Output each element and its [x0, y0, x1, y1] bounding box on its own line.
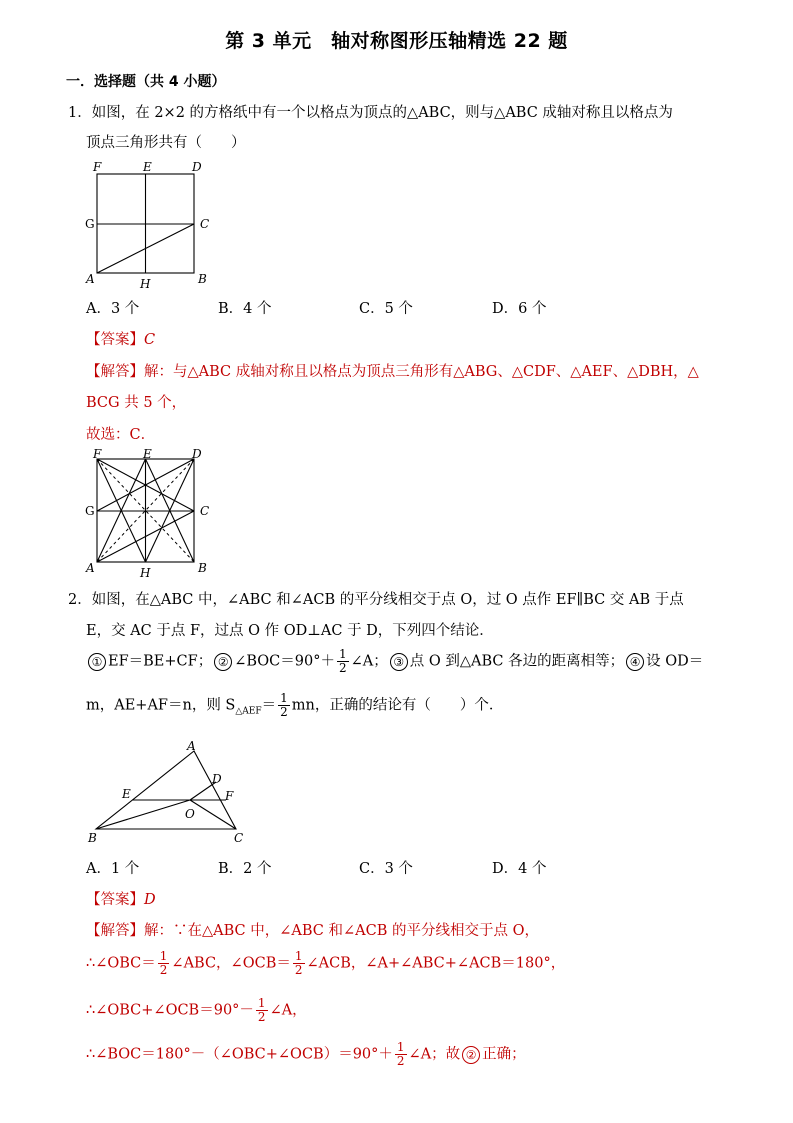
q2-sol4-c: 正确； [482, 1046, 526, 1063]
q2-label-B: B [88, 831, 97, 845]
q1-answer [86, 328, 155, 349]
circled-4: ④ [626, 653, 644, 671]
q2-line4-a: m，AE+AF＝n，则 S [86, 697, 236, 714]
q1-option-d: D．6 个 [492, 301, 547, 317]
q2-statement-2: ∠BOC＝90°＋ [234, 653, 335, 670]
q2-answer [86, 888, 156, 909]
q2-stem-line4 [86, 692, 503, 719]
q2-figure [82, 738, 257, 850]
q2-sol2-c: ∠ACB，∠A+∠ABC+∠ACB＝180°， [306, 955, 566, 972]
q2-sol3-a: ∴∠OBC+∠OCB＝90°－ [86, 1002, 254, 1019]
q1s-label-G: G [85, 504, 95, 518]
q2-statement-1: EF＝BE+CF； [108, 653, 213, 670]
q1-option-b: B．4 个 [218, 301, 272, 317]
q1s-label-F: F [93, 448, 102, 461]
q1-figure [82, 157, 212, 291]
q2-solution-text: 解：∵在△ABC 中，∠ABC 和∠ACB 的平分线相交于点 O， [144, 923, 539, 939]
q2-stem-line1: 2．如图，在△ABC 中，∠ABC 和∠ACB 的平分线相交于点 O，过 O 点作 EF∥BC 交 AB 于点 [68, 592, 684, 608]
q1-solution-text: 解：与△ABC 成轴对称且以格点为顶点三角形有△ABG、△CDF、△AEF、△DBH，△ [144, 364, 699, 380]
circled-1: ① [88, 653, 106, 671]
q1-label-G: G [85, 217, 95, 231]
q1-label-C: C [200, 217, 210, 231]
q2-option-a: A．1 个 [86, 861, 140, 877]
q2-label-D: D [212, 772, 222, 786]
fraction-half: $\frac{1}{2}$ [294, 949, 303, 977]
q1-stem-line1: 1．如图，在 2×2 的方格纸中有一个以格点为顶点的△ABC，则与△ABC 成轴对称且以格点为 [68, 105, 673, 121]
fraction-half: $\frac{1}{2}$ [159, 949, 168, 977]
circled-3: ③ [390, 653, 408, 671]
q2-sol4-a: ∴∠BOC＝180°－（∠OBC+∠OCB）＝90°＋ [86, 1046, 393, 1063]
q2-sol2-b: ∠ABC，∠OCB＝ [171, 955, 291, 972]
q2-answer-tag: 【答案】 [86, 892, 144, 908]
section-heading: 一．选择题（共 4 小题） [66, 74, 226, 90]
q1-label-H: H [140, 277, 151, 291]
page-title: 第 3 单元 轴对称图形压轴精选 22 题 [225, 30, 568, 52]
q1-answer-value: C [144, 332, 156, 348]
q1s-label-H: H [140, 566, 151, 580]
q1s-label-E: E [143, 448, 152, 461]
q2-label-E: E [122, 787, 131, 801]
fraction-half: $\frac{1}{2}$ [396, 1040, 405, 1068]
q2-statement-3: 点 O 到△ABC 各边的距离相等； [409, 653, 625, 670]
q1-label-F: F [93, 160, 102, 174]
circled-2: ② [462, 1046, 480, 1064]
q2-sol3-b: ∠A， [269, 1002, 307, 1019]
fraction-half: $\frac{1}{2}$ [338, 647, 347, 675]
q1-solution-figure [82, 448, 212, 582]
q2-solution-line2 [86, 950, 565, 977]
q1-option-a: A．3 个 [86, 301, 140, 317]
circled-2: ② [214, 653, 232, 671]
q1-label-A: A [86, 272, 95, 286]
q2-label-C: C [234, 831, 244, 845]
q1s-label-C: C [200, 504, 210, 518]
q2-statement-4: 设 OD＝ [646, 653, 704, 670]
q1-solution-line2: BCG 共 5 个， [86, 395, 187, 411]
q2-label-F: F [225, 789, 234, 803]
q1s-label-B: B [198, 561, 207, 575]
q2-solution-line3 [86, 997, 307, 1024]
q2-statements-line [86, 648, 703, 675]
q2-stem-line2: E，交 AC 于点 F，过点 O 作 OD⊥AC 于 D，下列四个结论． [86, 623, 494, 639]
q2-statement-2b: ∠A； [350, 653, 388, 670]
q2-line4-b: ＝ [261, 697, 277, 714]
q1-solution-line3: 故选：C． [86, 427, 156, 443]
q1s-label-A: A [86, 561, 95, 575]
q2-label-A: A [187, 739, 196, 753]
q1s-label-D: D [192, 448, 202, 461]
q1-label-D: D [192, 160, 202, 174]
q1-label-E: E [143, 160, 152, 174]
q2-line4-sub: △AEF [235, 706, 262, 717]
q2-solution-line4 [86, 1041, 526, 1068]
q1-solution-line1 [86, 360, 699, 381]
fraction-half: $\frac{1}{2}$ [280, 691, 288, 719]
q1-option-c: C．5 个 [359, 301, 413, 317]
q2-option-d: D．4 个 [492, 861, 547, 877]
q2-sol2-a: ∴∠OBC＝ [86, 955, 156, 972]
q1-label-B: B [198, 272, 207, 286]
q2-answer-value: D [144, 892, 156, 908]
q2-option-b: B．2 个 [218, 861, 272, 877]
q2-label-O: O [185, 807, 195, 821]
fraction-half: $\frac{1}{2}$ [257, 996, 266, 1024]
q2-line4-c: mn，正确的结论有（ ）个． [291, 697, 504, 714]
q2-sol4-b: ∠A；故 [408, 1046, 461, 1063]
q1-stem-line2: 顶点三角形共有（ ） [86, 135, 246, 151]
q1-answer-tag: 【答案】 [86, 332, 144, 348]
q2-solution-line1 [86, 919, 539, 940]
q2-option-c: C．3 个 [359, 861, 413, 877]
q1-solution-tag: 【解答】 [86, 364, 144, 380]
q2-solution-tag: 【解答】 [86, 923, 144, 939]
